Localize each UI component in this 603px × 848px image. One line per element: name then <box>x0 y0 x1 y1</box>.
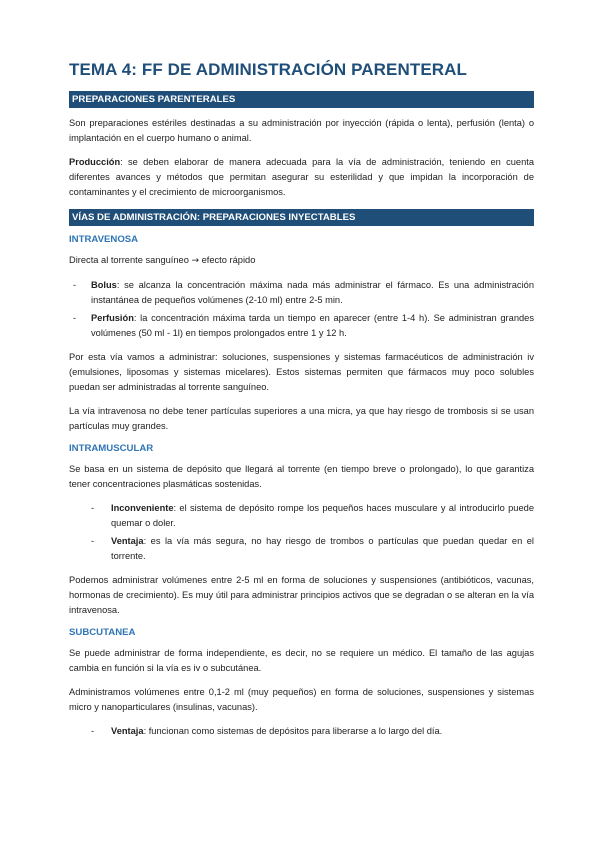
list-item <box>69 501 534 531</box>
paragraph: Por esta vía vamos a administrar: soluciones, suspensiones y sistemas farmacéuticos de administración iv (emulsiones, liposomas y sistemas micelares). Estos sistemas permiten que fármacos muy poco solubles puedan ser administradas al torrente sanguíneo. <box>69 352 534 392</box>
bold-label: Ventaja <box>111 726 144 736</box>
paragraph: Se basa en un sistema de depósito que llegará al torrente (en tiempo breve o prolongado), lo que garantiza tener concentraciones plasmáticas sostenidas. <box>69 464 534 489</box>
bullet-list <box>69 501 534 564</box>
dash-bullet: - <box>73 313 77 323</box>
bullet-list <box>69 278 534 341</box>
section-header-preparaciones: PREPARACIONES PARENTERALES <box>69 91 534 108</box>
paragraph: Se puede administrar de forma independiente, es decir, no se requiere un médico. El tamaño de las agujas cambia en función si la vía es iv o subcutánea. <box>69 648 534 673</box>
bold-label: Bolus <box>91 280 117 290</box>
paragraph-text: Directa al torrente sanguíneo <box>69 255 192 265</box>
list-item-text: : la concentración máxima tarda un tiempo en aparecer (entre 1-4 h). Se administran grandes volúmenes (50 ml - 1l) en tiempos prolongados entre 1 y 12 h. <box>91 313 534 338</box>
list-item-text: : funcionan como sistemas de depósitos para liberarse a lo largo del día. <box>143 726 443 736</box>
paragraph: Podemos administrar volúmenes entre 2-5 ml en forma de soluciones y suspensiones (antibióticos, vacunas, hormonas de crecimiento). Es muy útil para administrar principios activos que se degradan o se alteran en la vía intravenosa. <box>69 575 534 615</box>
dash-bullet: - <box>91 536 95 546</box>
paragraph <box>69 253 534 269</box>
subheading-intramuscular: INTRAMUSCULAR <box>69 443 154 454</box>
section-header-vias: VÍAS DE ADMINISTRACIÓN: PREPARACIONES INYECTABLES <box>69 209 534 226</box>
arrow-right-icon: → <box>191 256 200 266</box>
dash-bullet: - <box>73 280 77 290</box>
dash-bullet: - <box>91 503 95 513</box>
paragraph <box>69 155 534 200</box>
list-item-text: : el sistema de depósito rompe los pequeños haces musculare y al introducirlo puede quemar o doler. <box>111 503 534 528</box>
bold-label: Inconveniente <box>111 503 174 513</box>
list-item-text: : es la vía más segura, no hay riesgo de trombos o partículas que puedan quedar en el torrente. <box>111 536 534 561</box>
list-item <box>69 311 534 341</box>
list-item-text: : se alcanza la concentración máxima nada más administrar el fármaco. Es una administración instantánea de pequeños volúmenes (2-10 ml) entre 2-5 min. <box>91 280 534 305</box>
list-item <box>69 278 534 308</box>
page-title: TEMA 4: FF DE ADMINISTRACIÓN PARENTERAL <box>69 60 468 79</box>
paragraph: La vía intravenosa no debe tener partículas superiores a una micra, ya que hay riesgo de trombosis si se usan partículas muy grandes. <box>69 406 534 431</box>
document-page <box>69 60 534 748</box>
paragraph-text: efecto rápido <box>199 255 256 265</box>
bullet-list <box>69 724 534 739</box>
subheading-subcutanea: SUBCUTANEA <box>69 627 136 638</box>
bold-label: Producción <box>69 157 121 167</box>
subheading-intravenosa: INTRAVENOSA <box>69 234 139 245</box>
paragraph: Son preparaciones estériles destinadas a su administración por inyección (rápida o lenta), perfusión (lenta) o implantación en el cuerpo humano o animal. <box>69 118 534 143</box>
bold-label: Perfusión <box>91 313 134 323</box>
list-item <box>69 534 534 564</box>
paragraph: Administramos volúmenes entre 0,1-2 ml (muy pequeños) en forma de soluciones, suspensiones y sistemas micro y nanoparticulares (insulinas, vacunas). <box>69 687 534 712</box>
bold-label: Ventaja <box>111 536 144 546</box>
dash-bullet: - <box>91 726 95 736</box>
paragraph-text: : se deben elaborar de manera adecuada para la vía de administración, teniendo en cuenta diferentes avances y métodos que permitan asegurar su esterilidad y que impidan la incorporación de contaminantes y el crecimiento de microorganismos. <box>69 157 534 197</box>
list-item <box>69 724 534 739</box>
